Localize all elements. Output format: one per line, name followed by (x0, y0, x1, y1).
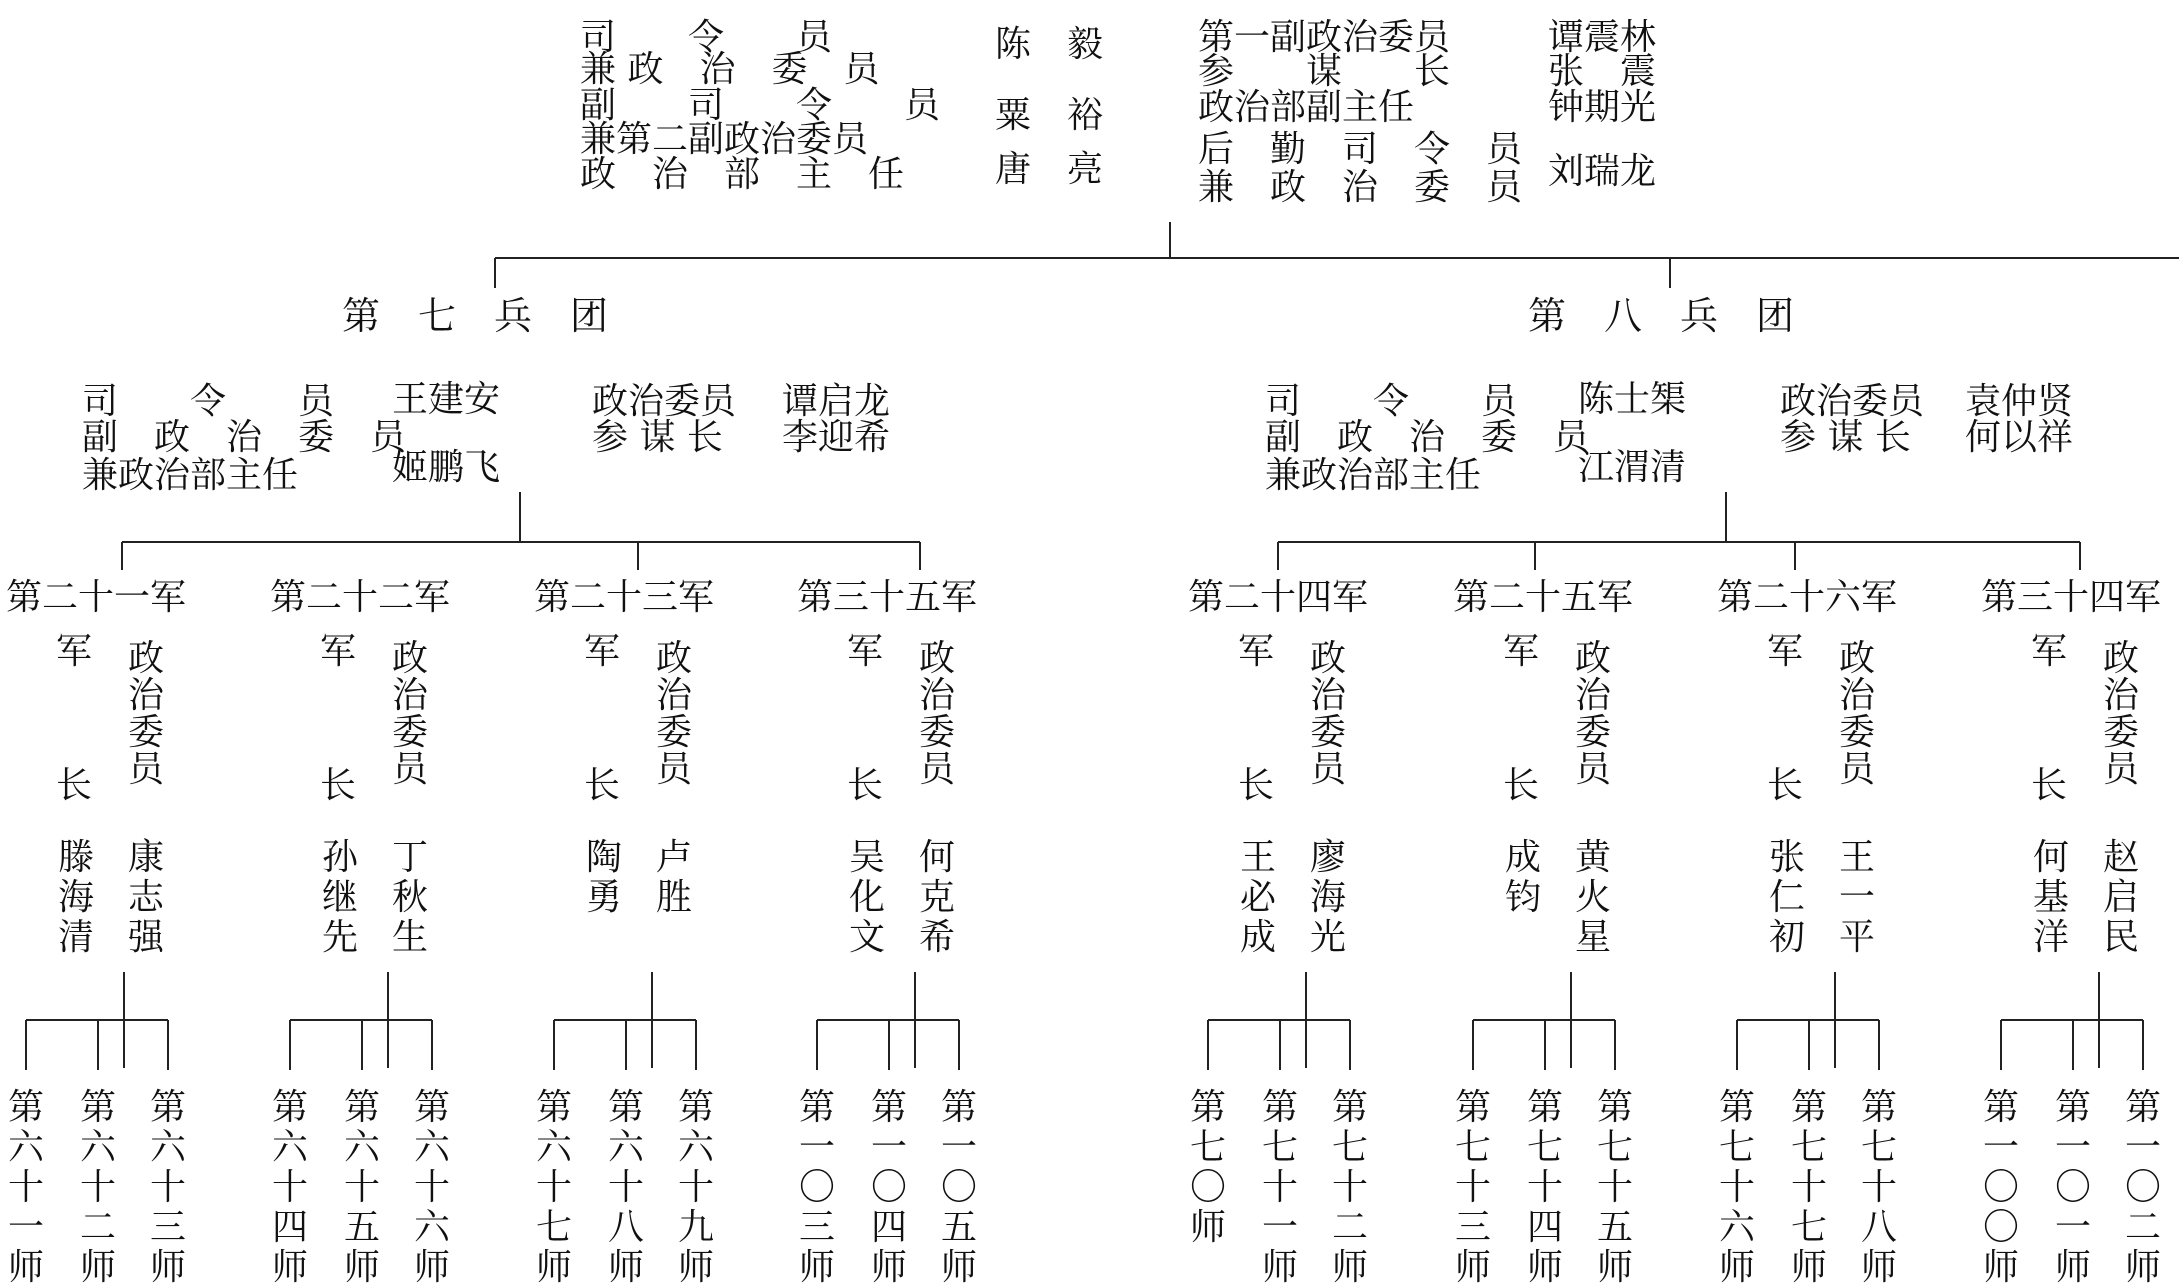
commander-label: 长 (56, 765, 93, 806)
commander-label: 军 (1503, 631, 1540, 672)
hq-name: 刘瑞龙 (1548, 151, 1657, 192)
corps7-officer-name: 谭启龙 (782, 381, 891, 422)
division-name: 第六十六师 (413, 1087, 450, 1288)
hq-title: 副 司 令 员 (580, 85, 941, 126)
commander-label: 长 (1503, 765, 1540, 806)
corps8-officer-title: 副 政 治 委 员 (1265, 417, 1590, 458)
army-name: 第二十五军 (1453, 577, 1634, 618)
hq-name: 谭震林 (1548, 17, 1657, 58)
division-name: 第七〇师 (1189, 1087, 1226, 1248)
division-name: 第七十一师 (1261, 1087, 1298, 1288)
division-name: 第六十八师 (607, 1087, 644, 1288)
commander-name: 成钧 (1504, 837, 1541, 918)
commander-name: 何基洋 (2032, 837, 2069, 958)
division-name: 第六十一师 (7, 1087, 44, 1288)
division-name: 第一〇三师 (798, 1087, 835, 1288)
division-name: 第一〇四师 (870, 1087, 907, 1288)
corps7-officer-name: 姬鹏飞 (392, 447, 501, 488)
commander-label: 军 (320, 631, 357, 672)
commander-name: 滕海清 (57, 837, 94, 958)
commissar-label: 政治委员 (127, 638, 164, 790)
corps8-officer-title: 兼政治部主任 (1265, 455, 1482, 496)
army-name: 第三十四军 (1981, 577, 2162, 618)
division-name: 第七十二师 (1331, 1087, 1368, 1288)
division-name: 第六十二师 (79, 1087, 116, 1288)
division-name: 第六十三师 (149, 1087, 186, 1288)
division-name: 第七十七师 (1790, 1087, 1827, 1288)
division-name: 第七十四师 (1526, 1087, 1563, 1288)
commander-label: 军 (56, 631, 93, 672)
division-name: 第六十四师 (271, 1087, 308, 1288)
army-name: 第二十一军 (6, 577, 187, 618)
commander-label: 长 (320, 765, 357, 806)
division-name: 第七十五师 (1596, 1087, 1633, 1288)
hq-title: 司 令 员 (580, 17, 833, 58)
commissar-label: 政治委员 (391, 638, 428, 790)
army-name: 第二十三军 (534, 577, 715, 618)
commander-label: 军 (584, 631, 621, 672)
corps8-officer-name: 何以祥 (1965, 417, 2074, 458)
commissar-label: 政治委员 (2102, 638, 2139, 790)
commissar-name: 王一平 (1838, 837, 1875, 958)
division-name: 第六十九师 (677, 1087, 714, 1288)
division-name: 第七十三师 (1454, 1087, 1491, 1288)
commissar-name: 丁秋生 (391, 837, 428, 958)
commissar-name: 廖海光 (1309, 837, 1346, 958)
division-name: 第一〇二师 (2124, 1087, 2161, 1288)
army-name: 第三十五军 (797, 577, 978, 618)
hq-title: 参 谋 长 (1198, 51, 1451, 92)
corps7-officer-name: 王建安 (392, 379, 501, 420)
hq-title: 兼 政 治 委 员 (580, 49, 880, 90)
corps8-officer-title: 司 令 员 (1265, 381, 1518, 422)
corps8-title: 第 八 兵 团 (1528, 294, 1795, 338)
commissar-label: 政治委员 (1574, 638, 1611, 790)
army-name: 第二十四军 (1188, 577, 1369, 618)
corps8-officer-name: 陈士榘 (1578, 379, 1687, 420)
corps7-officer-title: 副 政 治 委 员 (82, 417, 407, 458)
commander-label: 长 (847, 765, 884, 806)
commander-label: 军 (847, 631, 884, 672)
commander-name: 吴化文 (848, 837, 885, 958)
commissar-name: 赵启民 (2102, 837, 2139, 958)
hq-title: 兼 政 治 委 员 (1198, 167, 1523, 208)
division-name: 第一〇一师 (2054, 1087, 2091, 1288)
hq-name: 粟 裕 (995, 95, 1104, 136)
commander-name: 张仁初 (1768, 837, 1805, 958)
hq-title: 政 治 部 主 任 (580, 154, 905, 195)
commissar-label: 政治委员 (655, 638, 692, 790)
hq-title: 第一副政治委员 (1198, 17, 1451, 58)
army-name: 第二十六军 (1717, 577, 1898, 618)
hq-name: 陈 毅 (995, 24, 1104, 65)
corps7-officer-title: 司 令 员 (82, 381, 335, 422)
commander-label: 长 (2031, 765, 2068, 806)
corps8-officer-title: 政治委员 (1780, 381, 1925, 422)
commander-name: 孙继先 (321, 837, 358, 958)
corps8-officer-name: 袁仲贤 (1965, 381, 2074, 422)
corps7-officer-title: 政治委员 (592, 381, 737, 422)
hq-name: 唐 亮 (995, 149, 1104, 190)
corps7-officer-title: 兼政治部主任 (82, 455, 299, 496)
division-name: 第七十六师 (1718, 1087, 1755, 1288)
commander-label: 军 (2031, 631, 2068, 672)
commissar-name: 康志强 (127, 837, 164, 958)
commissar-name: 黄火星 (1574, 837, 1611, 958)
corps7-officer-name: 李迎希 (782, 417, 891, 458)
corps7-officer-title: 参 谋 长 (592, 417, 723, 458)
commander-name: 王必成 (1239, 837, 1276, 958)
commissar-label: 政治委员 (1838, 638, 1875, 790)
commissar-name: 何克希 (918, 837, 955, 958)
division-name: 第一〇〇师 (1982, 1087, 2019, 1288)
corps7-title: 第 七 兵 团 (342, 294, 609, 338)
commissar-name: 卢胜 (655, 837, 692, 918)
commander-name: 陶勇 (585, 837, 622, 918)
commander-label: 军 (1238, 631, 1275, 672)
commander-label: 长 (584, 765, 621, 806)
corps8-officer-name: 江渭清 (1578, 447, 1687, 488)
hq-name: 张 震 (1548, 51, 1657, 92)
commander-label: 军 (1767, 631, 1804, 672)
commissar-label: 政治委员 (1309, 638, 1346, 790)
commander-label: 长 (1238, 765, 1275, 806)
hq-title: 后 勤 司 令 员 (1198, 129, 1523, 170)
hq-title: 政治部副主任 (1198, 87, 1415, 128)
hq-title: 兼第二副政治委员 (580, 119, 869, 160)
division-name: 第一〇五师 (940, 1087, 977, 1288)
army-name: 第二十二军 (270, 577, 451, 618)
commissar-label: 政治委员 (918, 638, 955, 790)
division-name: 第六十七师 (535, 1087, 572, 1288)
corps8-officer-title: 参 谋 长 (1780, 417, 1911, 458)
division-name: 第六十五师 (343, 1087, 380, 1288)
hq-name: 钟期光 (1548, 87, 1657, 128)
division-name: 第七十八师 (1860, 1087, 1897, 1288)
commander-label: 长 (1767, 765, 1804, 806)
